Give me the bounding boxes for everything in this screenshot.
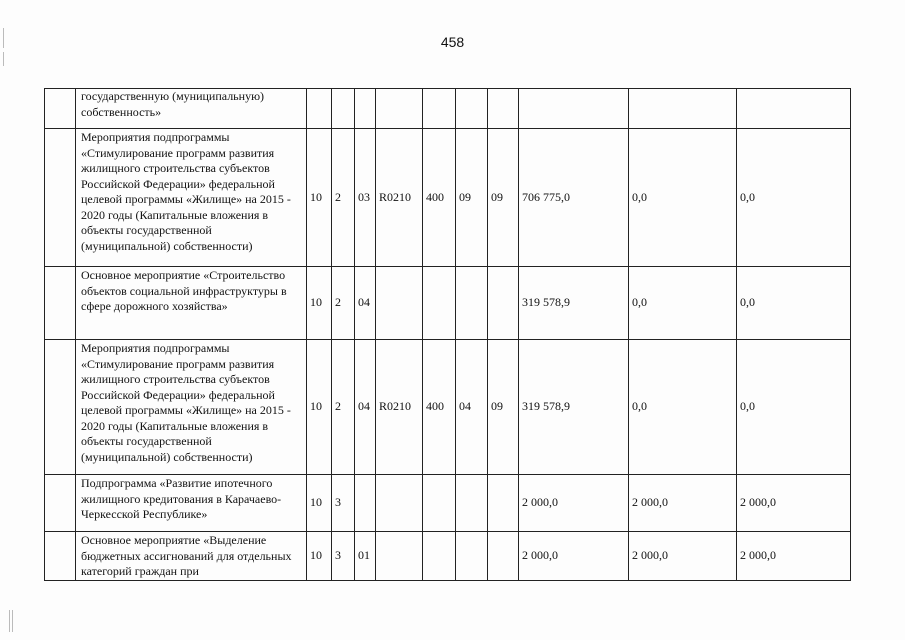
value-cell: 2 000,0 (629, 532, 737, 581)
code-cell (456, 532, 488, 581)
blank-cell (45, 267, 76, 340)
row-name: Мероприятия подпрограммы «Стимулирование программ развития жилищного строительства субъектов Российской Федерации» федеральной целевой программы «Жилище» на 2015 - 2020 годы (Капитальные вложения в объекты государственной (муниципальной) собственности) (76, 129, 307, 267)
value-cell: 319 578,9 (519, 340, 629, 475)
table-row (45, 340, 851, 475)
value-cell: 0,0 (737, 129, 851, 267)
value-cell (519, 89, 629, 129)
scan-artifact (9, 610, 10, 632)
code-cell: R0210 (376, 129, 423, 267)
code-cell: 400 (423, 340, 456, 475)
value-cell (737, 89, 851, 129)
blank-cell (45, 89, 76, 129)
code-cell: 10 (307, 267, 332, 340)
code-cell: 01 (355, 532, 376, 581)
blank-cell (45, 532, 76, 581)
row-name: Подпрограмма «Развитие ипотечного жилищного кредитования в Карачаево-Черкесской Республике» (76, 475, 307, 532)
blank-cell (45, 340, 76, 475)
row-name: Мероприятия подпрограммы «Стимулирование программ развития жилищного строительства субъектов Российской Федерации» федеральной целевой программы «Жилище» на 2015 - 2020 годы (Капитальные вложения в объекты государственной (муниципальной) собственности) (76, 340, 307, 475)
code-cell: 04 (456, 340, 488, 475)
page-number: 458 (440, 34, 465, 50)
blank-cell (45, 129, 76, 267)
code-cell (488, 267, 519, 340)
row-name: государственную (муниципальную) собственность» (76, 89, 307, 129)
code-cell (376, 475, 423, 532)
value-cell: 2 000,0 (737, 532, 851, 581)
code-cell (423, 89, 456, 129)
value-cell: 706 775,0 (519, 129, 629, 267)
budget-table (44, 88, 851, 581)
code-cell (307, 89, 332, 129)
code-cell: 2 (332, 129, 355, 267)
value-cell: 2 000,0 (519, 532, 629, 581)
blank-cell (45, 475, 76, 532)
code-cell (456, 267, 488, 340)
table-row (45, 532, 851, 581)
code-cell: 3 (332, 532, 355, 581)
table-row (45, 475, 851, 532)
value-cell (629, 89, 737, 129)
table-row (45, 129, 851, 267)
code-cell: 2 (332, 267, 355, 340)
code-cell (488, 532, 519, 581)
code-cell (332, 89, 355, 129)
value-cell: 2 000,0 (519, 475, 629, 532)
value-cell: 0,0 (629, 267, 737, 340)
code-cell (423, 267, 456, 340)
code-cell: 09 (488, 340, 519, 475)
value-cell: 319 578,9 (519, 267, 629, 340)
value-cell: 2 000,0 (737, 475, 851, 532)
code-cell: 03 (355, 129, 376, 267)
code-cell: 09 (488, 129, 519, 267)
code-cell (355, 475, 376, 532)
code-cell (488, 89, 519, 129)
value-cell: 0,0 (737, 340, 851, 475)
row-name: Основное мероприятие «Строительство объектов социальной инфраструктуры в сфере дорожного хозяйства» (76, 267, 307, 340)
code-cell: 400 (423, 129, 456, 267)
code-cell (376, 267, 423, 340)
code-cell: 09 (456, 129, 488, 267)
code-cell (423, 475, 456, 532)
code-cell: 04 (355, 340, 376, 475)
code-cell: 04 (355, 267, 376, 340)
table-row (45, 89, 851, 129)
code-cell: 10 (307, 129, 332, 267)
scan-artifact (12, 610, 13, 632)
code-cell (376, 89, 423, 129)
scan-artifact (3, 52, 4, 66)
code-cell: R0210 (376, 340, 423, 475)
code-cell: 2 (332, 340, 355, 475)
code-cell (456, 89, 488, 129)
value-cell: 0,0 (629, 340, 737, 475)
code-cell (423, 532, 456, 581)
code-cell: 10 (307, 340, 332, 475)
code-cell: 10 (307, 475, 332, 532)
value-cell: 0,0 (737, 267, 851, 340)
value-cell: 0,0 (629, 129, 737, 267)
code-cell (456, 475, 488, 532)
code-cell (488, 475, 519, 532)
code-cell: 10 (307, 532, 332, 581)
code-cell: 3 (332, 475, 355, 532)
code-cell (376, 532, 423, 581)
code-cell (355, 89, 376, 129)
row-name: Основное мероприятие «Выделение бюджетных ассигнований для отдельных категорий граждан при (76, 532, 307, 581)
table-row (45, 267, 851, 340)
value-cell: 2 000,0 (629, 475, 737, 532)
